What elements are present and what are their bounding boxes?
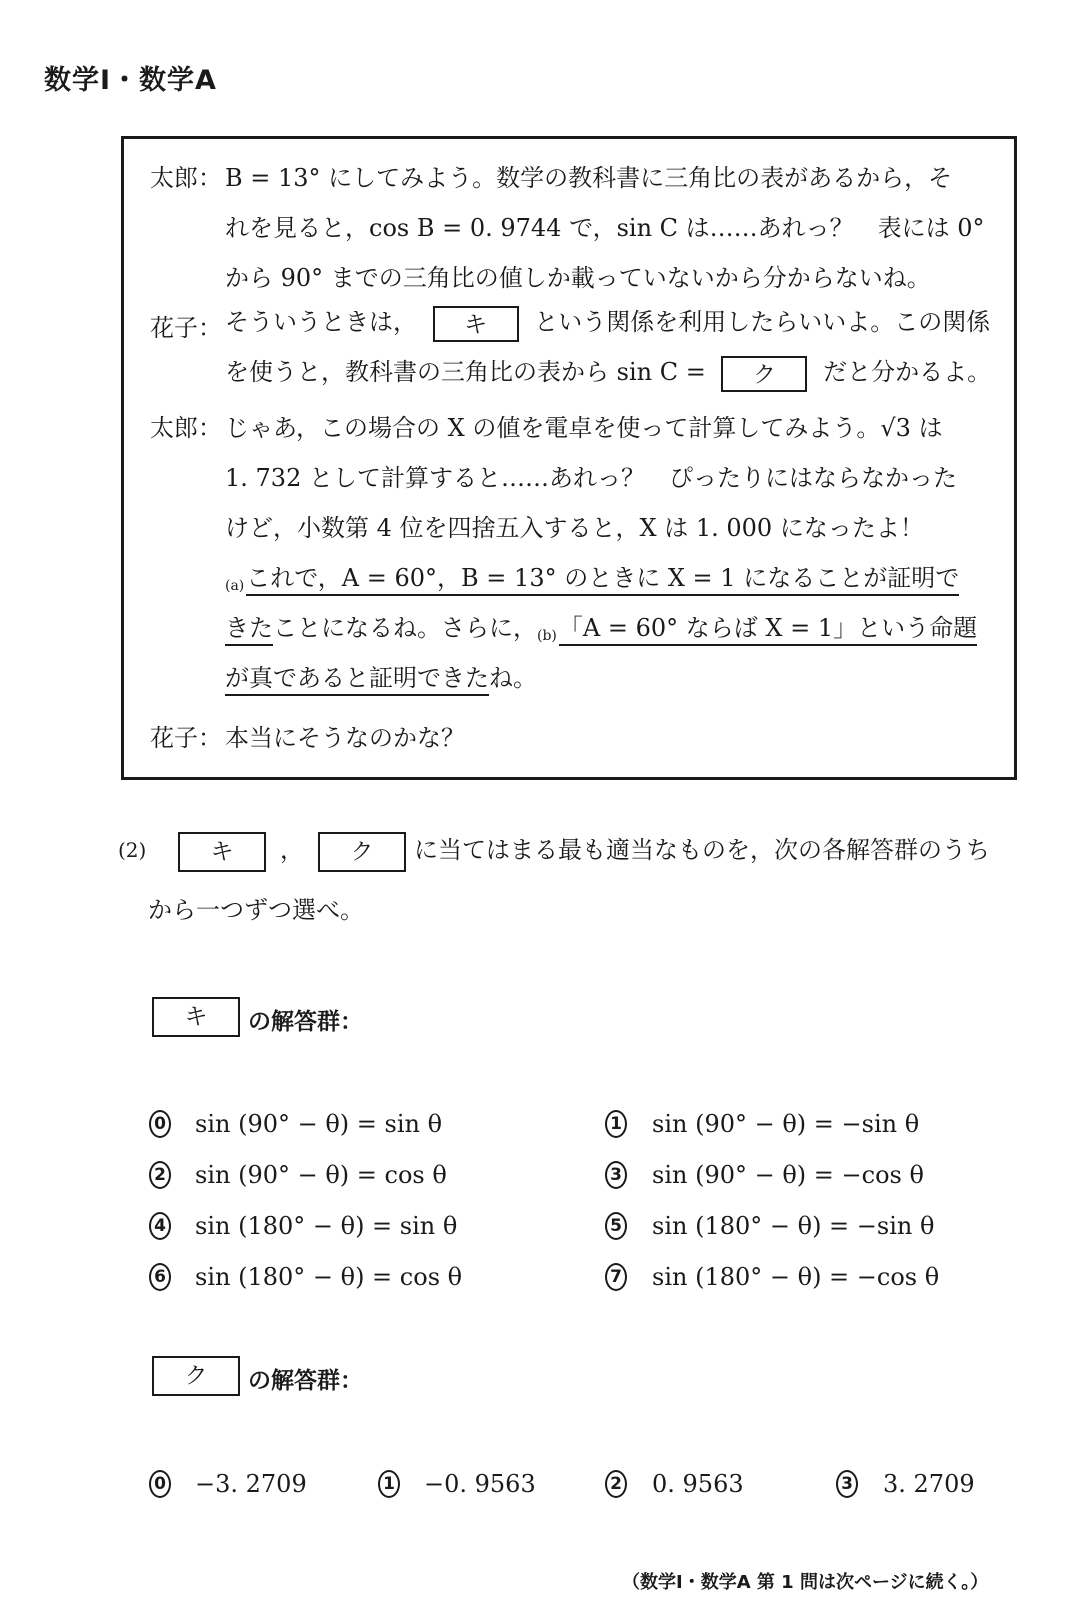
choice-number: 5 [605,1212,627,1240]
choice-number: 1 [378,1470,400,1498]
dialogue-text: を使うと，教科書の三角比の表から sin C = [225,358,706,386]
choice-text: sin (90° − θ) = cos θ [195,1161,447,1189]
answer-box-ku: ク [318,832,406,872]
dialogue-line [225,352,991,392]
question-line [178,830,990,872]
speaker-taro: 太郎： [150,414,222,442]
choice-number: 0 [149,1110,171,1138]
dialogue-line: れを見ると，cos B = 0. 9744 で，sin C は……あれっ？ 表には 0° [225,214,985,242]
speaker-hanako: 花子： [150,724,222,752]
choice-text: sin (90° − θ) = −cos θ [652,1161,924,1189]
dialogue-line: 1. 732 として計算すると……あれっ？ ぴったりにはならなかった [225,464,957,492]
group-label-ku: の解答群： [248,1368,363,1394]
dialogue-line [225,302,990,342]
speaker-taro: 太郎： [150,164,222,192]
choice-number: 7 [605,1263,627,1291]
question-comma: ， [280,836,304,864]
choice-number: 2 [605,1470,627,1498]
answer-box-ki: キ [178,832,266,872]
choice-text: sin (180° − θ) = −cos θ [652,1263,940,1291]
page-title: 数学Ⅰ・数学A [44,65,217,96]
dialogue-line: B = 13° にしてみよう。数学の教科書に三角比の表があるから，そ [225,164,953,192]
choice-text: 0. 9563 [652,1470,744,1498]
dialogue-line: から 90° までの三角比の値しか載っていないから分からないね。 [225,264,931,292]
answer-box-ku: ク [721,356,807,392]
group-label-ki: の解答群： [248,1009,363,1035]
dialogue-line: 本当にそうなのかな？ [225,724,465,752]
dialogue-line: じゃあ，この場合の X の値を電卓を使って計算してみよう。√3 は [225,414,943,442]
page-footer: （数学Ⅰ・数学A 第 1 問は次ページに続く。） [622,1572,989,1593]
group-box-ki: キ [152,997,240,1037]
question-number: (2) [118,838,147,862]
choice-text: sin (90° − θ) = sin θ [195,1110,443,1138]
underlined-text: これで，A = 60°，B = 13° のときに X = 1 になることが証明で [246,564,959,596]
choice-number: 0 [149,1470,171,1498]
choice-number: 2 [149,1161,171,1189]
underlined-text: 「A = 60° ならば X = 1」という命題 [559,614,977,646]
dialogue-text: だと分かるよ。 [823,358,992,386]
dialogue-line: けど，小数第 4 位を四捨五入すると，X は 1. 000 になったよ！ [225,514,924,542]
choice-number: 4 [149,1212,171,1240]
choice-number: 1 [605,1110,627,1138]
choice-text: sin (180° − θ) = cos θ [195,1263,463,1291]
dialogue-line [225,658,537,693]
choice-number: 6 [149,1263,171,1291]
question-text: に当てはまる最も適当なものを，次の各解答群のうち [414,836,990,864]
question-text-line: から一つずつ選べ。 [148,896,364,924]
dialogue-text: ね。 [489,664,537,692]
dialogue-line [225,558,959,594]
dialogue-text: ことになるね。さらに， [273,614,537,642]
answer-box-ki: キ [433,306,519,342]
annotation-tag-b: (b) [537,628,557,644]
choice-number: 3 [605,1161,627,1189]
underlined-text: が真であると証明できた [225,664,489,696]
choice-text: sin (90° − θ) = −sin θ [652,1110,920,1138]
dialogue-line [225,608,977,644]
choice-number: 3 [836,1470,858,1498]
choice-text: 3. 2709 [883,1470,975,1498]
dialogue-text: という関係を利用したらいいよ。この関係 [534,308,991,336]
dialogue-text: そういうときは， [225,308,417,336]
group-box-ku: ク [152,1356,240,1396]
choice-text: sin (180° − θ) = −sin θ [652,1212,935,1240]
choice-text: −0. 9563 [424,1470,536,1498]
speaker-hanako: 花子： [150,314,222,342]
choice-text: −3. 2709 [195,1470,307,1498]
choice-text: sin (180° − θ) = sin θ [195,1212,458,1240]
annotation-tag-a: (a) [225,578,245,594]
underlined-text: きた [225,614,273,646]
